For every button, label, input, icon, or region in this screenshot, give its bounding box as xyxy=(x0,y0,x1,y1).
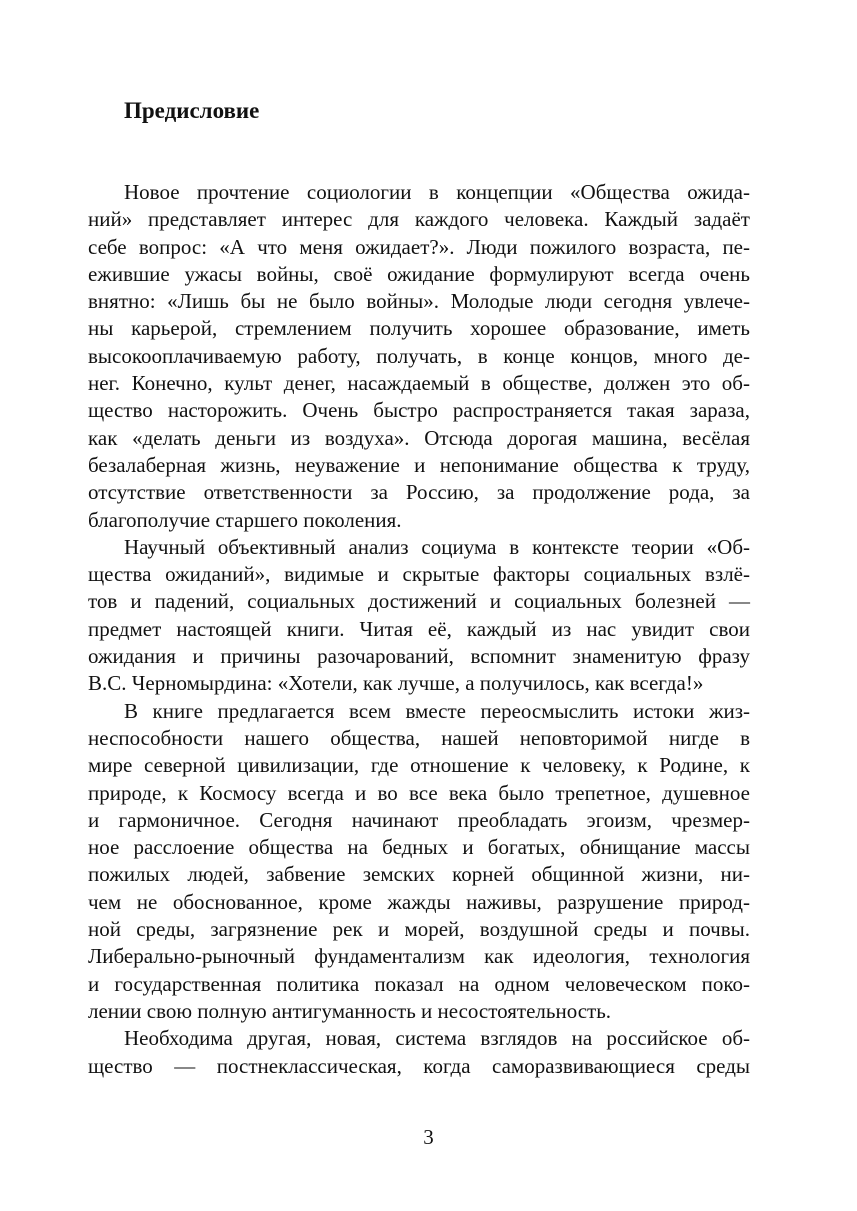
text-line: щество насторожить. Очень быстро распространяется такая зараза, xyxy=(88,398,750,423)
text-line: ожидания и причины разочарований, вспомнит знаменитую фразу xyxy=(88,644,750,669)
paragraph-2 xyxy=(88,534,750,698)
text-line: неспособности нашего общества, нашей неповторимой нигде в xyxy=(88,725,750,750)
text-line: щество — постнеклассическая, когда саморазвивающиеся среды xyxy=(88,1053,750,1078)
text-line: Научный объективный анализ социума в контексте теории «Об- xyxy=(124,534,750,559)
body-text xyxy=(88,179,750,1080)
text-line: В.С. Черномырдина: «Хотели, как лучше, а получилось, как всегда!» xyxy=(88,671,704,696)
text-line: пожилых людей, забвение земских корней общинной жизни, ни- xyxy=(88,862,750,887)
text-line: безалаберная жизнь, неуважение и непонимание общества к труду, xyxy=(88,452,750,477)
text-line: ной среды, загрязнение рек и морей, воздушной среды и почвы. xyxy=(88,917,750,942)
text-line: себе вопрос: «А что меня ожидает?». Люди пожилого возраста, пе- xyxy=(88,234,750,259)
text-line: лении свою полную антигуманность и несостоятельность. xyxy=(88,998,612,1023)
text-line: чем не обоснованное, кроме жажды наживы, разрушение природ- xyxy=(88,889,750,914)
text-line: и гармоничное. Сегодня начинают преобладать эгоизм, чрезмер- xyxy=(88,807,750,832)
text-line: ное расслоение общества на бедных и богатых, обнищание массы xyxy=(88,835,750,860)
text-line: отсутствие ответственности за Россию, за продолжение рода, за xyxy=(88,480,750,505)
text-line: нег. Конечно, культ денег, насаждаемый в обществе, должен это об- xyxy=(88,371,750,396)
text-line: Либерально-рыночный фундаментализм как идеология, технология xyxy=(88,944,750,969)
text-line: ежившие ужасы войны, своё ожидание формулируют всегда очень xyxy=(88,261,750,286)
text-line: щества ожиданий», видимые и скрытые факторы социальных взлё- xyxy=(88,562,750,587)
text-line: Новое прочтение социологии в концепции «Общества ожида- xyxy=(124,180,750,204)
text-line: тов и падений, социальных достижений и социальных болезней — xyxy=(88,589,750,614)
text-line: внятно: «Лишь бы не было войны». Молодые люди сегодня увлече- xyxy=(88,289,750,314)
text-line: ний» представляет интерес для каждого человека. Каждый задаёт xyxy=(88,207,750,232)
text-line: ны карьерой, стремлением получить хорошее образование, иметь xyxy=(88,316,750,341)
text-line: мире северной цивилизации, где отношение к человеку, к Родине, к xyxy=(88,753,750,778)
paragraph-3 xyxy=(88,698,750,1026)
text-line: природе, к Космосу всегда и во все века было трепетное, душевное xyxy=(88,780,750,805)
text-line: благополучие старшего поколения. xyxy=(88,507,402,532)
text-line: как «делать деньги из воздуха». Отсюда дорогая машина, весёлая xyxy=(88,425,750,450)
text-line: высокооплачиваемую работу, получать, в конце концов, много де- xyxy=(88,343,750,368)
paragraph-4 xyxy=(88,1025,750,1080)
paragraph-1 xyxy=(88,179,750,534)
chapter-heading: Предисловие xyxy=(124,98,260,123)
page-number: 3 xyxy=(423,1125,434,1149)
text-line: Необходима другая, новая, система взглядов на российское об- xyxy=(124,1026,750,1051)
text-line: В книге предлагается всем вместе переосмыслить истоки жиз- xyxy=(124,698,750,723)
text-line: предмет настоящей книги. Читая её, каждый из нас увидит свои xyxy=(88,616,750,641)
text-line: и государственная политика показал на одном человеческом поко- xyxy=(88,971,750,996)
